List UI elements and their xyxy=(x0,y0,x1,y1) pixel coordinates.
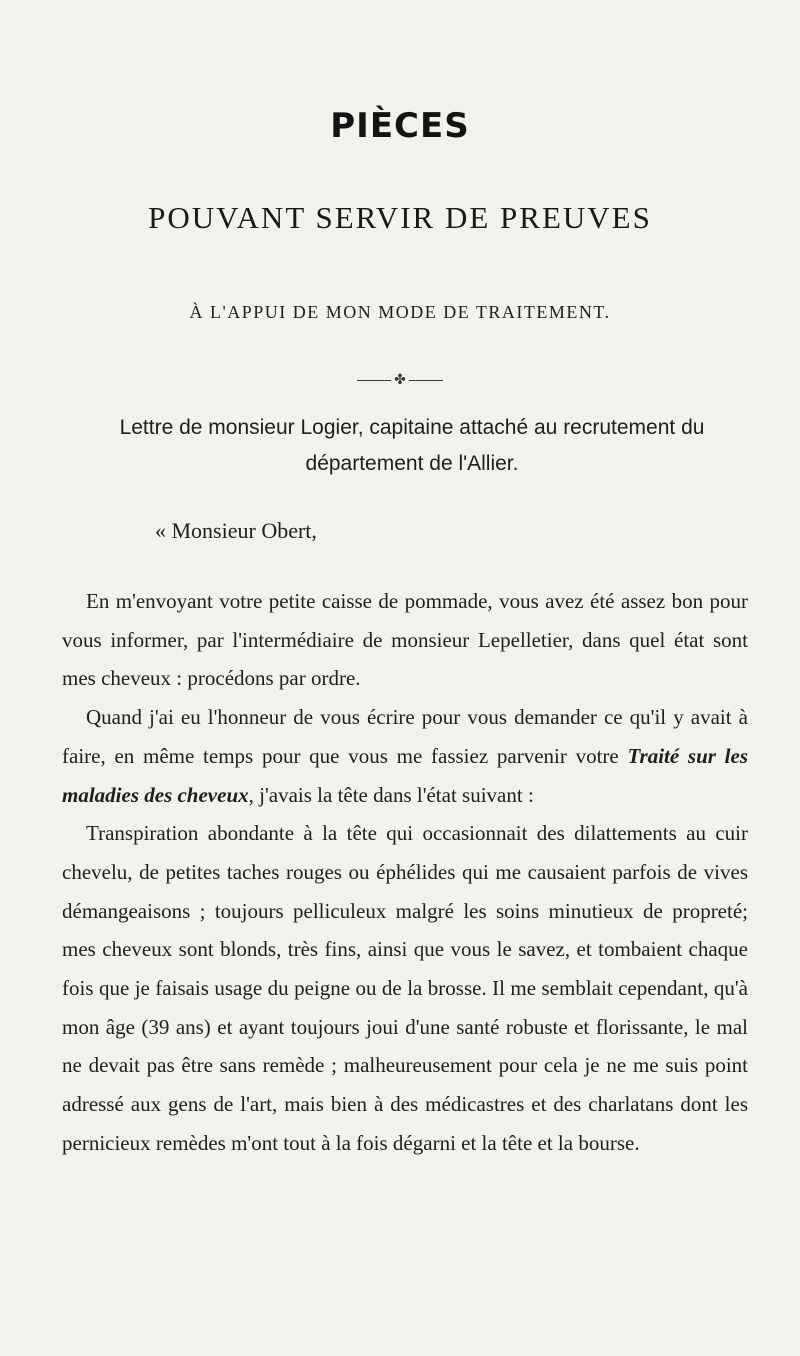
paragraph-2 xyxy=(62,698,748,814)
section-title-main: POUVANT SERVIR DE PREUVES xyxy=(148,200,652,235)
divider-rule-left xyxy=(357,380,391,381)
paragraph-3 xyxy=(62,814,748,1162)
ornament-divider xyxy=(0,372,800,389)
book-title-italic: Traité sur les maladies des cheveux xyxy=(62,743,748,807)
ornament-icon: ✤ xyxy=(394,373,406,388)
section-title-top: PIÈCES xyxy=(330,106,470,146)
paragraph-1 xyxy=(62,582,748,698)
paragraph-2-text-after: , j'avais la tête dans l'état suivant : xyxy=(248,782,534,807)
paragraph-2-text-before: Quand j'ai eu l'honneur de vous écrire pour vous demander ce qu'il y avait à faire, en même temps pour que vous me fassiez parvenir votre xyxy=(62,705,748,768)
paragraph-3-text: Transpiration abondante à la tête qui occasionnait des dilattements au cuir chevelu, de petites taches rouges ou éphélides qui me causaient parfois de vives démangeaisons ; toujours pelliculeux malgré les soins minutieux de propreté; mes cheveux sont blonds, très fins, ainsi que vous le savez, et tombaient chaque fois que je faisais usage du peigne ou de la brosse. Il me semblait cependant, qu'à mon âge (39 ans) et ayant toujours joui d'une santé robuste et florissante, le mal ne devait pas être sans remède ; malheureusement pour cela je ne me suis point adressé aux gens de l'art, mais bien à des médicastres et des charlatans dont les pernicieux remèdes m'ont tout à la fois dégarni et la tête et la bourse. xyxy=(62,821,748,1155)
letter-salutation: « Monsieur Obert, xyxy=(155,518,317,543)
divider-rule-right xyxy=(409,380,443,381)
paragraph-1-text: En m'envoyant votre petite caisse de pommade, vous avez été assez bon pour vous informer, par l'intermédiaire de monsieur Lepelletier, dans quel état sont mes cheveux : procédons par ordre. xyxy=(62,589,748,691)
section-subtitle: À L'APPUI DE MON MODE DE TRAITEMENT. xyxy=(189,302,611,322)
letter-body xyxy=(62,582,748,1163)
letter-title: Lettre de monsieur Logier, capitaine attaché au recrutement du département de l'Allier. xyxy=(119,416,705,475)
